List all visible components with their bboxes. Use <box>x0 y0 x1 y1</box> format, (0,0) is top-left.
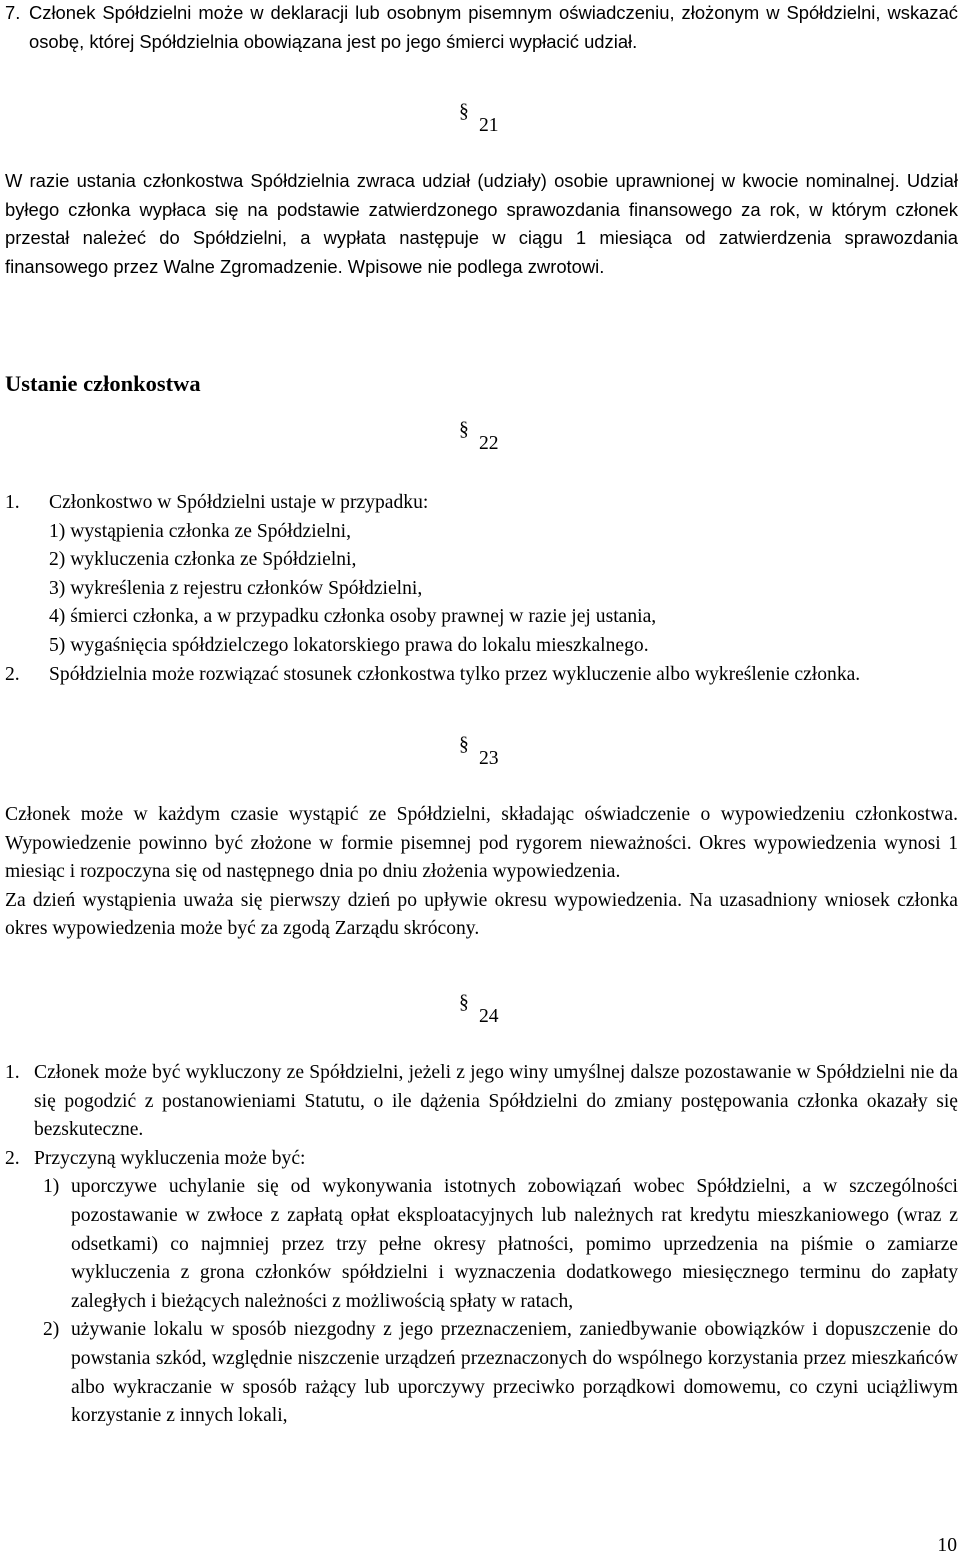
paragraph-21-text-b: Udział byłego członka wypłaca się na podstawie zatwierdzonego sprawozdania finansowego za rok, w którym członek przestał należeć do Spółdzielni, a wypłata następuje w ciągu 1 miesiąca od zatwierdzenia sprawozdania finansowego przez Walne Zgromadzenie. Wpisowe nie podlega zwrotowi. <box>5 170 958 277</box>
paragraph-symbol: § <box>459 101 469 122</box>
paragraph-22-body <box>5 489 958 689</box>
paragraph-21-text <box>5 167 958 281</box>
paragraph-number: 22 <box>479 433 499 454</box>
paragraph-number: 23 <box>479 748 499 769</box>
item-text: uporczywe uchylanie się od wykonywania istotnych zobowiązań wobec Spółdzielni, a w szczególności pozostawanie w zwłoce z zapłatą opłat eksploatacyjnych lub należnych rat kredytu mieszkaniowego (wraz z odsetkami) co najmniej przez trzy pełne okresy płatności, pomimo uprzedzenia na piśmie o zamiarze wykluczenia z grona członków spółdzielni i wyznaczenia dodatkowego miesięcznego terminu do zapłaty zaległych i bieżących należności z możliwością spłaty w ratach, <box>71 1176 958 1312</box>
paragraph-23-text <box>5 801 958 944</box>
paragraph-24-item-1 <box>5 1059 958 1145</box>
item-text: Członkostwo w Spółdzielni ustaje w przypadku: <box>49 492 429 513</box>
paragraph-23-text-a: Członek może w każdym czasie wystąpić ze Spółdzielni, składając oświadczenie o wypowiedzeniu członkostwa. Wypowiedzenie powinno być złożone w formie pisemnej pod rygorem nieważności. Okres wypowiedzenia wynosi 1 miesiąc i rozpoczyna się od następnego dnia po dniu złożenia wypowiedzenia. <box>5 804 958 883</box>
item-7 <box>5 0 958 56</box>
item-mark: 1. <box>5 492 20 513</box>
paragraph-24-item-2 <box>5 1145 958 1174</box>
paragraph-22-heading <box>459 419 499 459</box>
item-7-text: Członek Spółdzielni może w deklaracji lub osobnym pisemnym oświadczeniu, złożonym w Spółdzielni, wskazać osobę, której Spółdzielnia obowiązana jest po jego śmierci wypłacić udział. <box>29 2 958 52</box>
paragraph-24-heading <box>459 992 499 1032</box>
item-mark: 1. <box>5 1062 20 1083</box>
item-mark: 2. <box>5 663 20 685</box>
page-number: 10 <box>937 1535 957 1556</box>
paragraph-number: 21 <box>479 115 499 136</box>
paragraph-22-item-1 <box>5 489 958 518</box>
list-item: 3) wykreślenia z rejestru członków Spółdzielni, <box>49 577 423 599</box>
list-item: 1) wystąpienia członka ze Spółdzielni, <box>49 520 351 542</box>
paragraph-symbol: § <box>459 419 469 440</box>
paragraph-21-text-a: W razie ustania członkostwa Spółdzielnia zwraca udział (udziały) osobie uprawnionej w kwocie nominalnej. <box>5 170 900 191</box>
list-item: 5) wygaśnięcia spółdzielczego lokatorskiego prawa do lokalu mieszkalnego. <box>49 634 649 656</box>
paragraph-23-text-b: Za dzień wystąpienia uważa się pierwszy dzień po upływie okresu wypowiedzenia. Na uzasadniony wniosek członka okres wypowiedzenia może być za zgodą Zarządu skrócony. <box>5 889 958 940</box>
item-mark: 2) <box>43 1319 60 1341</box>
paragraph-21-heading <box>459 101 499 141</box>
list-item: 2) wykluczenia członka ze Spółdzielni, <box>49 549 357 571</box>
paragraph-24-subitem-1 <box>5 1173 958 1316</box>
item-mark: 2. <box>5 1147 20 1169</box>
paragraph-symbol: § <box>459 734 469 755</box>
item-text: używanie lokalu w sposób niezgodny z jego przeznaczeniem, zaniedbywanie obowiązków i dopuszczenie do powstania szkód, względnie niszczenie urządzeń przeznaczonych do wspólnego korzystania przez mieszkańców albo wykraczanie w sposób rażący lub uporczywy przeciwko porządkowi domowemu, co czyni uciążliwym korzystanie z innych lokali, <box>71 1319 958 1427</box>
paragraph-22-subitems <box>5 518 958 661</box>
paragraph-24-subitem-2 <box>5 1316 958 1430</box>
item-text: Przyczyną wykluczenia może być: <box>34 1147 306 1169</box>
list-item: 4) śmierci członka, a w przypadku członka osoby prawnej w razie jej ustania, <box>49 606 657 628</box>
paragraph-23-heading <box>459 734 499 774</box>
paragraph-22-item-2 <box>5 661 958 690</box>
paragraph-24-body <box>5 1059 958 1431</box>
section-heading: Ustanie członkostwa <box>5 371 201 396</box>
paragraph-symbol: § <box>459 992 469 1013</box>
paragraph-number: 24 <box>479 1006 499 1027</box>
item-mark: 1) <box>43 1176 60 1198</box>
item-text: Spółdzielnia może rozwiązać stosunek członkostwa tylko przez wykluczenie albo wykreślenie członka. <box>49 663 861 685</box>
item-7-mark: 7. <box>5 2 21 23</box>
item-text: Członek może być wykluczony ze Spółdzielni, jeżeli z jego winy umyślnej dalsze pozostawanie w Spółdzielni nie da się pogodzić z postanowieniami Statutu, o ile dążenia Spółdzielni do zmiany postępowania członka okazały się bezskuteczne. <box>34 1062 958 1141</box>
